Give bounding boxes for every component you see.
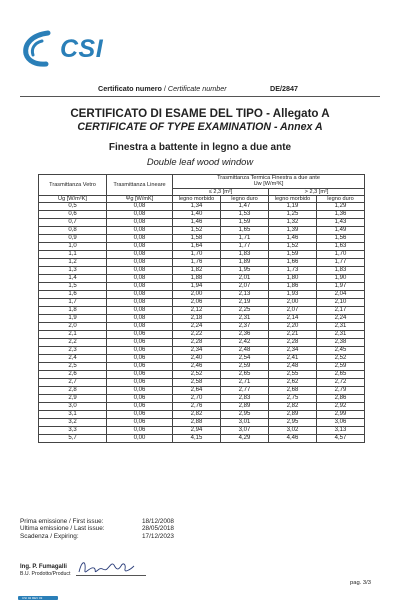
table-row [39, 379, 365, 387]
cell-ug: 1,9 [39, 315, 107, 323]
cell-uw-hard-le: 2,37 [221, 323, 269, 331]
table-row [39, 395, 365, 403]
cell-uw-hard-gt: 2,99 [317, 411, 365, 419]
cell-ug: 1,7 [39, 299, 107, 307]
cell-psi: 0,08 [107, 315, 173, 323]
cell-ug: 0,6 [39, 211, 107, 219]
cell-uw-soft-gt: 2,95 [269, 419, 317, 427]
cell-psi: 0,08 [107, 299, 173, 307]
cell-uw-hard-gt: 2,31 [317, 323, 365, 331]
cell-uw-soft-gt: 2,34 [269, 347, 317, 355]
header-soft-wood-gt: legno morbido [269, 195, 317, 202]
cell-uw-soft-le: 1,46 [173, 219, 221, 227]
cell-psi: 0,08 [107, 283, 173, 291]
cell-uw-hard-gt: 2,92 [317, 403, 365, 411]
cell-psi: 0,08 [107, 251, 173, 259]
cell-uw-hard-le: 2,65 [221, 371, 269, 379]
cell-uw-soft-le: 2,70 [173, 395, 221, 403]
table-row [39, 371, 365, 379]
cell-uw-hard-gt: 2,72 [317, 379, 365, 387]
cell-psi: 0,06 [107, 355, 173, 363]
cell-uw-soft-le: 1,40 [173, 211, 221, 219]
cell-ug: 1,8 [39, 307, 107, 315]
cell-uw-soft-gt: 2,41 [269, 355, 317, 363]
cell-uw-hard-le: 2,77 [221, 387, 269, 395]
csi-swoosh-icon [18, 28, 58, 68]
cell-uw-soft-le: 1,88 [173, 275, 221, 283]
cell-ug: 1,0 [39, 243, 107, 251]
table-row [39, 363, 365, 371]
header-uw-title: Trasmittanza Termica Finestra a due ante Uw [W/m²K] [173, 175, 365, 189]
cell-ug: 1,3 [39, 267, 107, 275]
header-area-le: ≤ 2,3 [m²] [173, 188, 269, 195]
cell-uw-soft-gt: 4,46 [269, 435, 317, 443]
cell-uw-soft-le: 2,12 [173, 307, 221, 315]
document-title: CERTIFICATO DI ESAME DEL TIPO - Allegato A [70, 107, 330, 120]
signatory-name: Ing. P. Fumagalli [20, 564, 67, 570]
table-row [39, 419, 365, 427]
cell-uw-hard-le: 3,07 [221, 427, 269, 435]
cell-uw-soft-le: 1,58 [173, 235, 221, 243]
cell-ug: 2,6 [39, 371, 107, 379]
cell-ug: 1,2 [39, 259, 107, 267]
cell-uw-soft-gt: 1,73 [269, 267, 317, 275]
cell-uw-hard-le: 2,83 [221, 395, 269, 403]
cell-uw-soft-gt: 2,82 [269, 403, 317, 411]
last-issue-label: Ultima emissione / Last issue: [20, 525, 105, 533]
header-linear-unit: Ψg [W/mK] [107, 195, 173, 202]
cell-uw-hard-le: 2,36 [221, 331, 269, 339]
cell-ug: 2,8 [39, 387, 107, 395]
table-row [39, 315, 365, 323]
cell-psi: 0,08 [107, 227, 173, 235]
cell-uw-hard-gt: 3,06 [317, 419, 365, 427]
cell-uw-soft-gt: 2,20 [269, 323, 317, 331]
cell-uw-hard-le: 2,95 [221, 411, 269, 419]
first-issue-row [20, 518, 240, 525]
table-row [39, 411, 365, 419]
product-name-it: Finestra a battente in legno a due ante [108, 142, 292, 153]
cell-uw-soft-le: 2,22 [173, 331, 221, 339]
cell-uw-soft-le: 2,52 [173, 371, 221, 379]
cell-uw-soft-gt: 2,68 [269, 387, 317, 395]
certificate-number-line [20, 82, 380, 100]
cell-uw-soft-gt: 2,55 [269, 371, 317, 379]
cell-psi: 0,06 [107, 419, 173, 427]
cell-ug: 3,3 [39, 427, 107, 435]
cell-uw-hard-le: 1,83 [221, 251, 269, 259]
cell-uw-soft-gt: 1,25 [269, 211, 317, 219]
cell-uw-soft-le: 1,94 [173, 283, 221, 291]
cell-uw-hard-gt: 2,24 [317, 315, 365, 323]
last-issue-row [20, 525, 240, 532]
cell-uw-hard-le: 1,59 [221, 219, 269, 227]
cell-uw-soft-le: 1,70 [173, 251, 221, 259]
table-row [39, 307, 365, 315]
cell-ug: 1,5 [39, 283, 107, 291]
cell-uw-hard-le: 2,42 [221, 339, 269, 347]
last-issue-date: 28/05/2018 [142, 525, 174, 533]
cell-uw-hard-le: 2,19 [221, 299, 269, 307]
cell-uw-hard-le: 1,77 [221, 243, 269, 251]
table-row [39, 203, 365, 211]
cell-uw-soft-le: 2,94 [173, 427, 221, 435]
cell-ug: 0,5 [39, 203, 107, 211]
table-row [39, 387, 365, 395]
cell-uw-soft-gt: 2,62 [269, 379, 317, 387]
cell-uw-hard-gt: 1,36 [317, 211, 365, 219]
cell-psi: 0,06 [107, 395, 173, 403]
cell-psi: 0,08 [107, 275, 173, 283]
cell-uw-hard-le: 1,71 [221, 235, 269, 243]
table-row [39, 211, 365, 219]
cell-uw-soft-gt: 2,89 [269, 411, 317, 419]
cell-ug: 1,1 [39, 251, 107, 259]
cell-psi: 0,00 [107, 435, 173, 443]
cell-psi: 0,06 [107, 371, 173, 379]
cell-ug: 0,8 [39, 227, 107, 235]
cell-uw-hard-gt: 2,79 [317, 387, 365, 395]
cell-uw-soft-gt: 1,59 [269, 251, 317, 259]
cell-psi: 0,08 [107, 291, 173, 299]
cell-uw-soft-le: 2,64 [173, 387, 221, 395]
cell-uw-soft-gt: 2,75 [269, 395, 317, 403]
header-hard-wood-le: legno duro [221, 195, 269, 202]
cell-uw-soft-le: 2,00 [173, 291, 221, 299]
cell-psi: 0,06 [107, 339, 173, 347]
cell-uw-hard-gt: 2,65 [317, 371, 365, 379]
cell-ug: 0,7 [39, 219, 107, 227]
cell-psi: 0,06 [107, 403, 173, 411]
cell-ug: 2,1 [39, 331, 107, 339]
cell-uw-hard-le: 2,07 [221, 283, 269, 291]
cell-psi: 0,06 [107, 387, 173, 395]
cell-uw-soft-gt: 1,86 [269, 283, 317, 291]
table-row [39, 323, 365, 331]
cell-uw-hard-gt: 1,97 [317, 283, 365, 291]
header-hard-wood-gt: legno duro [317, 195, 365, 202]
csi-logo [18, 28, 108, 70]
cell-uw-hard-gt: 4,57 [317, 435, 365, 443]
transmittance-table [38, 174, 365, 443]
cell-uw-soft-le: 2,82 [173, 411, 221, 419]
cell-uw-soft-gt: 2,48 [269, 363, 317, 371]
table-row [39, 299, 365, 307]
cell-uw-hard-gt: 1,83 [317, 267, 365, 275]
cell-uw-soft-le: 2,46 [173, 363, 221, 371]
cell-uw-soft-gt: 1,32 [269, 219, 317, 227]
cell-uw-soft-gt: 1,80 [269, 275, 317, 283]
cell-ug: 3,0 [39, 403, 107, 411]
cell-uw-soft-le: 2,28 [173, 339, 221, 347]
cell-uw-hard-gt: 3,13 [317, 427, 365, 435]
cell-uw-hard-le: 2,48 [221, 347, 269, 355]
cell-uw-soft-gt: 1,93 [269, 291, 317, 299]
header-area-gt: > 2,3 [m²] [269, 188, 365, 195]
header-glass-unit: Ug [W/m²K] [39, 195, 107, 202]
cell-uw-hard-le: 4,29 [221, 435, 269, 443]
cell-uw-hard-gt: 1,63 [317, 243, 365, 251]
cell-psi: 0,08 [107, 259, 173, 267]
cell-uw-soft-le: 2,88 [173, 419, 221, 427]
cell-uw-soft-le: 2,76 [173, 403, 221, 411]
header-soft-wood-le: legno morbido [173, 195, 221, 202]
cell-uw-hard-gt: 1,29 [317, 203, 365, 211]
cell-uw-soft-le: 1,52 [173, 227, 221, 235]
cell-ug: 1,6 [39, 291, 107, 299]
page-number: pag. 3/3 [350, 580, 371, 586]
cell-ug: 2,4 [39, 355, 107, 363]
table-row [39, 275, 365, 283]
expiry-date: 17/12/2023 [142, 532, 174, 540]
cell-uw-soft-gt: 2,28 [269, 339, 317, 347]
cell-uw-soft-gt: 2,07 [269, 307, 317, 315]
cell-uw-soft-gt: 2,14 [269, 315, 317, 323]
cell-psi: 0,08 [107, 211, 173, 219]
cell-uw-soft-le: 2,18 [173, 315, 221, 323]
cell-uw-hard-gt: 2,04 [317, 291, 365, 299]
cell-uw-hard-gt: 1,90 [317, 275, 365, 283]
cell-psi: 0,08 [107, 203, 173, 211]
table-row [39, 259, 365, 267]
expiry-label: Scadenza / Expiring: [20, 532, 79, 540]
cell-ug: 2,3 [39, 347, 107, 355]
logo-wordmark: CSI [60, 35, 104, 63]
cell-uw-hard-gt: 1,56 [317, 235, 365, 243]
cell-psi: 0,08 [107, 235, 173, 243]
cell-psi: 0,06 [107, 347, 173, 355]
cell-uw-hard-gt: 2,31 [317, 331, 365, 339]
table-row [39, 251, 365, 259]
cell-psi: 0,06 [107, 331, 173, 339]
cell-uw-hard-gt: 2,10 [317, 299, 365, 307]
cell-uw-hard-le: 2,31 [221, 315, 269, 323]
table-row [39, 339, 365, 347]
table-row [39, 243, 365, 251]
table-row [39, 283, 365, 291]
cell-uw-soft-le: 2,34 [173, 347, 221, 355]
cell-uw-soft-gt: 1,46 [269, 235, 317, 243]
cell-psi: 0,08 [107, 323, 173, 331]
cell-uw-hard-le: 1,53 [221, 211, 269, 219]
table-body [39, 203, 365, 443]
cell-uw-hard-le: 2,59 [221, 363, 269, 371]
cell-ug: 3,2 [39, 419, 107, 427]
table-row [39, 355, 365, 363]
cell-uw-hard-gt: 1,49 [317, 227, 365, 235]
cell-uw-soft-le: 1,64 [173, 243, 221, 251]
cell-uw-hard-le: 1,95 [221, 267, 269, 275]
table-row [39, 347, 365, 355]
signatory-role: B.U. Prodotto/Product [20, 571, 71, 577]
cell-uw-hard-le: 1,89 [221, 259, 269, 267]
header-divider [20, 96, 380, 97]
table-row [39, 403, 365, 411]
first-issue-date: 18/12/2008 [142, 518, 174, 525]
cell-uw-hard-le: 3,01 [221, 419, 269, 427]
cell-psi: 0,08 [107, 219, 173, 227]
cell-uw-hard-gt: 2,45 [317, 347, 365, 355]
cell-uw-hard-le: 2,13 [221, 291, 269, 299]
cell-psi: 0,08 [107, 243, 173, 251]
cell-uw-soft-gt: 1,52 [269, 243, 317, 251]
header-linear-title: Trasmittanza Lineare [107, 175, 173, 196]
table-row [39, 235, 365, 243]
cell-uw-soft-le: 4,15 [173, 435, 221, 443]
table-row [39, 435, 365, 443]
issue-info [20, 518, 240, 540]
cell-uw-soft-le: 2,58 [173, 379, 221, 387]
cell-uw-soft-gt: 1,66 [269, 259, 317, 267]
cell-ug: 2,7 [39, 379, 107, 387]
cell-uw-hard-le: 2,01 [221, 275, 269, 283]
table-row [39, 227, 365, 235]
cell-psi: 0,06 [107, 411, 173, 419]
table-row [39, 219, 365, 227]
cell-ug: 5,7 [39, 435, 107, 443]
cell-uw-hard-gt: 2,52 [317, 355, 365, 363]
cell-uw-soft-gt: 3,02 [269, 427, 317, 435]
cell-uw-hard-le: 2,25 [221, 307, 269, 315]
cell-uw-hard-le: 2,71 [221, 379, 269, 387]
cell-uw-hard-gt: 2,38 [317, 339, 365, 347]
first-issue-label: Prima emissione / First issue: [20, 518, 104, 525]
cell-uw-hard-gt: 2,59 [317, 363, 365, 371]
cell-uw-soft-le: 2,06 [173, 299, 221, 307]
table-row [39, 291, 365, 299]
cell-uw-soft-le: 1,76 [173, 259, 221, 267]
cell-ug: 2,2 [39, 339, 107, 347]
cell-uw-hard-gt: 1,70 [317, 251, 365, 259]
cell-ug: 2,5 [39, 363, 107, 371]
cell-uw-soft-le: 1,82 [173, 267, 221, 275]
cell-psi: 0,06 [107, 379, 173, 387]
cell-uw-hard-le: 2,89 [221, 403, 269, 411]
cell-uw-soft-le: 1,34 [173, 203, 221, 211]
table-row [39, 267, 365, 275]
cell-uw-soft-gt: 1,19 [269, 203, 317, 211]
table-row [39, 331, 365, 339]
cell-uw-hard-le: 2,54 [221, 355, 269, 363]
cell-ug: 2,0 [39, 323, 107, 331]
cell-uw-soft-gt: 2,21 [269, 331, 317, 339]
table-row [39, 427, 365, 435]
cell-uw-soft-le: 2,40 [173, 355, 221, 363]
cell-uw-soft-le: 2,24 [173, 323, 221, 331]
document-subtitle: CERTIFICATE OF TYPE EXAMINATION - Annex A [77, 121, 323, 133]
cell-psi: 0,06 [107, 363, 173, 371]
cell-uw-hard-gt: 2,17 [317, 307, 365, 315]
cell-psi: 0,08 [107, 267, 173, 275]
signature-line [76, 575, 146, 576]
cell-ug: 2,9 [39, 395, 107, 403]
cell-uw-hard-gt: 2,86 [317, 395, 365, 403]
cell-ug: 3,1 [39, 411, 107, 419]
cell-uw-hard-le: 1,65 [221, 227, 269, 235]
cell-uw-hard-gt: 1,77 [317, 259, 365, 267]
footer-code: CSI 02 REV 03 [22, 596, 43, 600]
cell-uw-hard-le: 1,47 [221, 203, 269, 211]
expiry-row [20, 533, 240, 540]
certificate-number-label: Certificato numero / Certificate number [98, 84, 227, 93]
cell-ug: 1,4 [39, 275, 107, 283]
cell-ug: 0,9 [39, 235, 107, 243]
certificate-number: DE/2847 [270, 84, 298, 93]
cell-uw-soft-gt: 2,00 [269, 299, 317, 307]
cell-psi: 0,06 [107, 427, 173, 435]
product-name-en: Double leaf wood window [146, 156, 254, 167]
cell-psi: 0,08 [107, 307, 173, 315]
cell-uw-hard-gt: 1,43 [317, 219, 365, 227]
cell-uw-soft-gt: 1,39 [269, 227, 317, 235]
header-glass-title: Trasmittanza Vetro [39, 175, 107, 196]
